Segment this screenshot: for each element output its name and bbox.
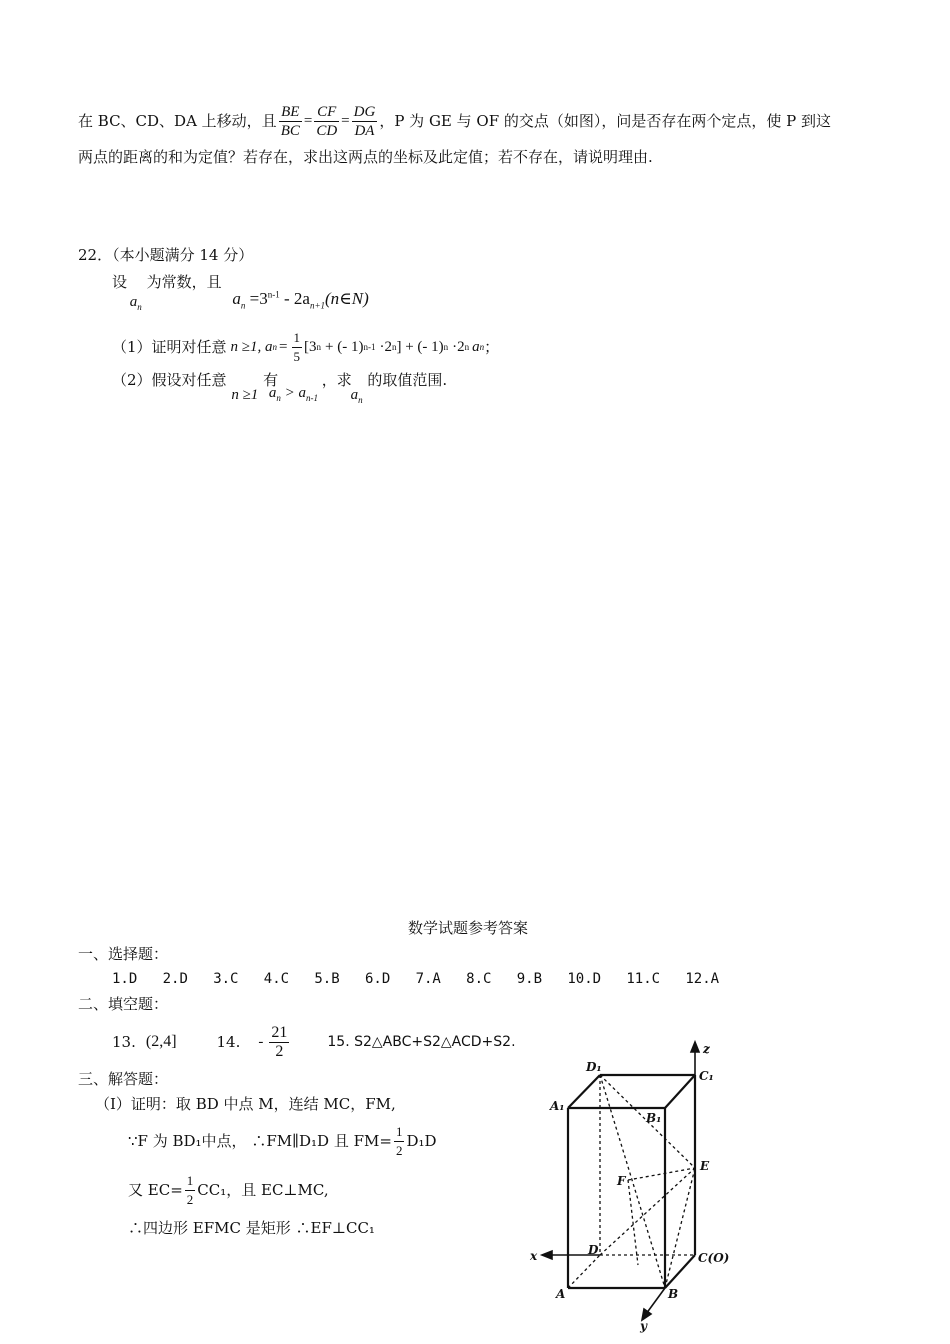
label-a1: A₁ (550, 1099, 565, 1113)
edge-b1-c1 (665, 1075, 695, 1108)
choice-item: 8.C (466, 971, 492, 987)
fill14-sign: - (258, 1034, 264, 1050)
choice-item: 7.A (415, 971, 441, 987)
solution-line4: ∴四边形 EFMC 是矩形 ∴EF⊥CC₁ (128, 1219, 375, 1237)
y-axis (646, 1288, 665, 1314)
q21-frac3-den: DA (354, 122, 375, 139)
q21-line1-post: ，P 为 GE 与 OF 的交点（如图），问是否存在两个定点，使 P 到这 (379, 112, 832, 130)
choices-row (112, 969, 719, 989)
q22-part1 (112, 325, 499, 369)
fill14-label: 14. (216, 1033, 241, 1051)
label-z: z (703, 1042, 710, 1056)
s3-frac: $\frac{1}{2}$ (186, 1172, 194, 1207)
choice-item: 6.D (364, 971, 391, 987)
q22-part2-ineq: $a_n > a_{n-1}$ (268, 385, 319, 403)
solution-line2: ∵F 为 BD₁中点， ∴FM∥D₁D 且 FM= $\frac{1}{2}$ D₁D (128, 1123, 437, 1158)
choice-item: 3.C (213, 971, 239, 987)
label-c1: C₁ (699, 1069, 714, 1083)
q22-intro-pre: 设 (112, 273, 128, 291)
q22-part1-math: n ≥1, a n = $\frac{1}{5}$ [3 n + (- 1) n-1 ·2 n ] + (- 1) n ·2 n a n (230, 329, 485, 364)
q22-intro-sym: $a_n$ (129, 293, 142, 312)
label-d: D (588, 1243, 599, 1257)
q21-frac2 (314, 103, 339, 140)
q21-frac3 (352, 103, 378, 140)
label-b: B (668, 1287, 679, 1301)
choice-item: 10.D (567, 971, 602, 987)
cuboid-figure (520, 1030, 750, 1335)
x-arrow (542, 1251, 552, 1259)
edge-a-d (568, 1255, 600, 1288)
q21-line1-pre: 在 BC、CD、DA 上移动，且 (78, 112, 277, 130)
q22-part1-label: （1）证明对任意 (112, 338, 227, 356)
choice-item: 2.D (162, 971, 188, 987)
q22-part2-label: （2）假设对任意 (112, 371, 227, 389)
s2-frac: $\frac{1}{2}$ (395, 1123, 403, 1158)
seg-d-e (600, 1168, 695, 1255)
z-arrow (691, 1042, 699, 1052)
label-co: C(O) (698, 1251, 730, 1265)
fill15: 15. S2△ABC+S2△ACD+S2. (327, 1034, 516, 1050)
label-e: E (700, 1159, 710, 1173)
edge-b-c (665, 1255, 695, 1288)
q22-part2-cond: n ≥1 (231, 387, 259, 403)
q21-frac1-num: BE (279, 103, 302, 122)
choice-item: 12.A (685, 971, 720, 987)
q22-intro-mid: 为常数，且 (146, 273, 222, 291)
q21-eq2: = (341, 113, 350, 129)
edge-a1-d1 (568, 1075, 600, 1108)
q22-part2-comma: ，求 (321, 371, 352, 389)
seg-f-e (628, 1168, 695, 1180)
label-y: y (640, 1319, 647, 1333)
q22-part2-a: $a_n$ (350, 387, 363, 405)
q21-frac1 (279, 103, 302, 140)
q22-part2-mid: 有 (263, 371, 279, 389)
label-a: A (556, 1287, 566, 1301)
q22-intro (112, 272, 369, 312)
seg-f-m (628, 1180, 638, 1265)
fill14-frac: $\frac{21}{2}$ (271, 1023, 288, 1060)
q21-frac2-num: CF (314, 103, 339, 122)
label-d1: D₁ (586, 1060, 602, 1074)
fill-row (112, 1018, 516, 1066)
label-x: x (530, 1249, 538, 1263)
choice-item: 11.C (626, 971, 661, 987)
choice-item: 1.D (112, 971, 138, 987)
q21-line2: 两点的距离的和为定值？若存在，求出这两点的坐标及此定值；若不存在，请说明理由. (78, 148, 653, 166)
q22-part1-end: ； (484, 338, 500, 356)
q22-title: 22．（本小题满分 14 分） (78, 246, 254, 264)
fill13-val: (2,4] (145, 1033, 177, 1050)
answers-heading: 数学试题参考答案 (408, 919, 529, 937)
q22-recurrence: $a_n =3^{n-1}$ - $2a_{n+1}(n\in N)$ (232, 288, 369, 311)
answers-sec1: 一、选择题： (78, 945, 169, 963)
label-f: F (617, 1174, 626, 1188)
choice-item: 9.B (516, 971, 543, 987)
q21-frac1-den: BC (280, 122, 300, 139)
choice-item: 5.B (314, 971, 340, 987)
answers-sec3: 三、解答题： (78, 1070, 169, 1088)
solution-line1: （I）证明：取 BD 中点 M，连结 MC，FM, (95, 1095, 396, 1113)
label-b1: B₁ (646, 1111, 662, 1125)
q21-frac2-den: CD (316, 122, 338, 139)
q21-eq1: = (303, 113, 313, 129)
q21-frac3-num: DG (353, 103, 376, 120)
q22-part2 (112, 370, 447, 410)
q22-part1-frac: $\frac{1}{5}$ (293, 329, 300, 364)
answers-sec2: 二、填空题： (78, 995, 169, 1013)
solution-line3: 又 EC= $\frac{1}{2}$ CC₁，且 EC⊥MC, (128, 1172, 329, 1207)
q22-part2-end: 的取值范围. (367, 371, 448, 389)
fill13-label: 13. (112, 1033, 136, 1051)
choice-item: 4.C (263, 971, 290, 987)
q21-line1 (78, 98, 831, 144)
